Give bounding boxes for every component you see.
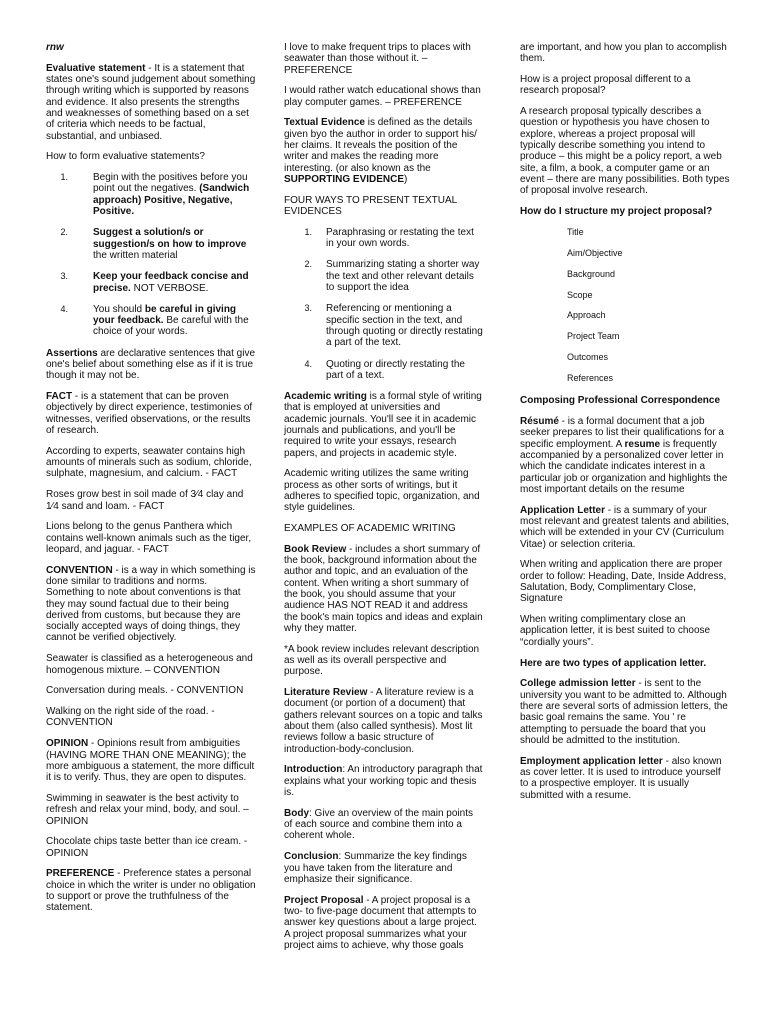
list-item: 4. Quoting or directly restating the part of a text.: [304, 358, 465, 381]
list-item: Title: [567, 226, 584, 237]
list-item: Scope: [567, 289, 593, 300]
book-review-note: *A book review includes relevant description as well as its overall perspective and purpose.: [284, 643, 480, 678]
list-item: 2. Summarizing stating a shorter way the text and other relevant details to support the idea: [304, 259, 480, 294]
research-proposal-paragraph: A research proposal typically describes a question or hypothesis you have chosen to explore, whereas a project proposal will typically describe something you intend to produce – this might be a policy report, a web site, a film, a book, a computer game or an event – there are many possibilities. Both types of proposal involve research.: [520, 106, 730, 197]
project-proposal-continued: are important, and how you plan to accomplish them.: [520, 42, 727, 65]
convention-example: Seawater is classified as a heterogeneous and homogenous mixture. – CONVENTION: [46, 653, 253, 676]
project-proposal-paragraph: Project Proposal - A project proposal is a two- to five-page document that attempts to answer key questions about a large project. A project proposal summarizes what your project aims to achieve, why those goals: [284, 894, 477, 951]
composing-heading: Composing Professional Correspondence: [520, 395, 721, 407]
assertions-paragraph: Assertions are declarative sentences that give one's belief about something else as if it is true though it may not be.: [46, 347, 256, 382]
list-item: 3. Referencing or mentioning a specific section in the text, and through quoting or directly restating a part of the text.: [304, 303, 483, 349]
complimentary-close-paragraph: When writing complimentary close an application letter, it is best suited to choose “cordially yours”.: [520, 614, 711, 648]
list-item: 2. Suggest a solution/s or suggestion/s on how to improve the written material: [60, 227, 247, 261]
convention-example: Conversation during meals. - CONVENTION: [46, 685, 244, 697]
conclusion-paragraph: Conclusion: Summarize the key findings you have taken from the literature and emphasize their significance.: [284, 851, 467, 885]
list-item: 4. You should be careful in giving your feedback. Be careful with the choice of your words.: [60, 303, 249, 338]
examples-heading: EXAMPLES OF ACADEMIC WRITING: [284, 523, 456, 535]
how-to-heading: How to form evaluative statements?: [46, 151, 205, 163]
evaluative-steps-list: [46, 172, 256, 338]
employment-application-paragraph: Employment application letter - also known as cover letter. It is used to introduce yourself to a prospective employer. It is usually submitted with a resume.: [520, 755, 722, 801]
opinion-example: Swimming in seawater is the best activity to refresh and relax your mind, body, and soul. – OPINION: [46, 792, 249, 827]
list-item: References: [567, 373, 614, 384]
list-item: 3. Keep your feedback concise and precise. NOT VERBOSE.: [60, 271, 249, 294]
list-item: Aim/Objective: [567, 247, 623, 258]
list-item: Outcomes: [567, 352, 609, 363]
evaluative-statement-paragraph: Evaluative statement - It is a statement that states one's sound judgement about something through writing which is supported by reasons and evidence. It also presents the strengths and weaknesses of something based on a set of criteria which needs to be factual, substantial, and unbiased.: [46, 62, 256, 142]
textual-evidence-paragraph: Textual Evidence is defined as the details given byo the author in order to support his/ her claims. It reveals the position of the writer and makes the reading more interesting. (or also known as the SUPPORTING EVIDENCE): [284, 117, 477, 185]
convention-example: Walking on the right side of the road. - CONVENTION: [46, 706, 215, 729]
convention-paragraph: CONVENTION - is a way in which something is done similar to traditions and norms. Something to note about conventions is that they may sound factual due to their being derived from customs, but because they are socially accepted ways of doing things, they cannot be verified objectively.: [46, 564, 256, 644]
college-admission-paragraph: College admission letter - is sent to the university you want to be admitted to. Although there are several sorts of admission letters, the basic goal remains the same. You ' re attempting to persuade the board that you should be admitted to the institution.: [520, 678, 728, 746]
preference-example: I love to make frequent trips to places with seawater than those without it. – PREFERENCE: [284, 42, 471, 76]
fact-example: According to experts, seawater contains high amounts of minerals such as sodium, chloride, sulphate, magnesium, and calcium. - FACT: [46, 445, 252, 480]
structure-list: [567, 227, 730, 385]
preference-paragraph: PREFERENCE - Preference states a personal choice in which the writer is under no obligation to support or prove the truthfulness of the statement.: [46, 868, 256, 914]
preference-example: I would rather watch educational shows than play computer games. – PREFERENCE: [284, 85, 481, 108]
column-1: [46, 42, 256, 923]
academic-writing-paragraph-2: Academic writing utilizes the same writing process as other sorts of writings, but it adheres to specified topic, organization, and style guidelines.: [284, 468, 480, 514]
opinion-example: Chocolate chips taste better than ice cream. - OPINION: [46, 836, 248, 859]
application-letter-paragraph: Application Letter - is a summary of your most relevant and greatest talents and abilities, which will be extended in your CV (Curriculum Vitae) or selection criteria.: [520, 504, 730, 550]
four-ways-heading: FOUR WAYS TO PRESENT TEXTUAL EVIDENCES: [284, 194, 457, 218]
body-paragraph: Body: Give an overview of the main points of each source and combine them into a coherent whole.: [284, 807, 473, 842]
two-types-heading: Here are two types of application letter.: [520, 657, 707, 669]
literature-review-paragraph: Literature Review - A literature review is a document (or portion of a document) that gathers relevant sources on a topic and talks about them (also called synthesis). Most lit reviews follow a basic structure of introduction-body-conclusion.: [284, 687, 483, 755]
structure-question: How do I structure my project proposal?: [520, 206, 713, 218]
list-item: Background: [567, 268, 616, 279]
fact-example: Lions belong to the genus Panthera which contains well-known animals such as the tiger, leopard, and jaguar. - FACT: [46, 521, 252, 555]
list-item: Approach: [567, 310, 606, 321]
proposal-difference-question: How is a project proposal different to a research proposal?: [520, 74, 691, 97]
term: Evaluative statement: [46, 62, 146, 74]
fact-example: Roses grow best in soil made of 3⁄4 clay and 1⁄4 sand and loam. - FACT: [46, 489, 244, 512]
book-review-paragraph: Book Review - includes a short summary of the book, background information about the author and topic, and an evaluation of the content. When writing a short summary of the book, you should assume that your audience HAS NOT READ it and address the book's main topics and ideas and explain why they matter.: [284, 543, 483, 634]
document-header: rnw: [46, 42, 64, 53]
list-item: 1. Paraphrasing or restating the text in your own words.: [304, 226, 474, 250]
introduction-paragraph: Introduction: An introductory paragraph that explains what your working topic and thesis is.: [284, 764, 483, 799]
column-2: [284, 42, 484, 961]
four-ways-list: [284, 227, 484, 381]
application-parts-paragraph: When writing and application there are proper order to follow: Heading, Date, Inside Address, Salutation, Body, Complimentary Close, Signature: [520, 559, 727, 605]
opinion-paragraph: OPINION - Opinions result from ambiguities (HAVING MORE THAN ONE MEANING); the more ambiguous a statement, the more difficult it is to verify. Thus, they are open to disputes.: [46, 738, 255, 784]
fact-paragraph: FACT - is a statement that can be proven objectively by direct experience, testimonies of witnesses, verified observations, or the results of research.: [46, 391, 253, 437]
list-item: 1. Begin with the positives before you point out the negatives. (Sandwich approach) Positive, Negative, Positive.: [60, 172, 250, 218]
column-3: [520, 42, 730, 810]
academic-writing-paragraph: Academic writing is a formal style of writing that is employed at universities and academic journals. You'll see it in academic journals and publications, and you'll be required to write your essays, research papers, and projects in academic style.: [284, 391, 482, 459]
list-item: Project Team: [567, 331, 620, 342]
resume-paragraph: Résumé - is a formal document that a job seeker prepares to list their qualifications for a specific employment. A resume is frequently accompanied by a personalized cover letter in which the candidate indicates interest in a particular job or organization and highlights the most important details on the resume: [520, 416, 728, 495]
